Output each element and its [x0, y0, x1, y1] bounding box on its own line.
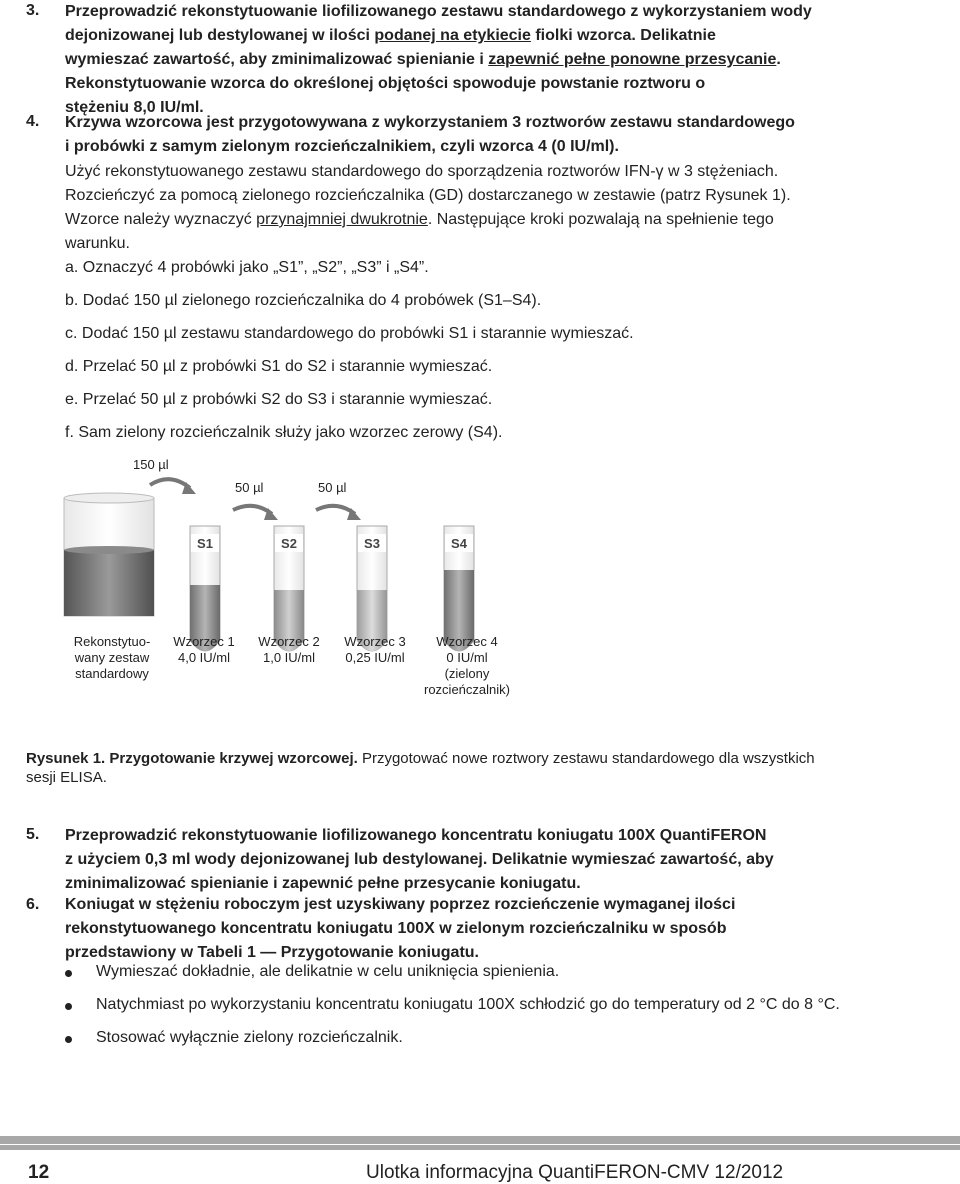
section-5-text [65, 824, 945, 896]
footer-title: Ulotka informacyjna QuantiFERON-CMV 12/2012 [366, 1162, 784, 1183]
volume-label-150: 150 µl [133, 457, 169, 472]
text-line: Przeprowadzić rekonstytuowanie liofilizowanego koncentratu koniugatu 100X QuantiFERON [65, 827, 767, 844]
bullet-icon [65, 970, 72, 977]
tube-label-s2: S2 [281, 536, 297, 551]
text-line: Użyć rekonstytuowanego zestawu standardowego do sporządzenia roztworów IFN-γ w 3 stężeniach. [65, 163, 779, 180]
transfer-arrow-3 [316, 506, 361, 520]
label-standard-3: Wzorzec 3 0,25 IU/ml [344, 634, 406, 665]
text-line: sesji ELISA. [26, 769, 107, 786]
text-line: Przeprowadzić rekonstytuowanie liofilizowanego zestawu standardowego z wykorzystaniem wody [65, 3, 812, 20]
step-number-4: 4. [26, 113, 40, 130]
transfer-arrow-1 [150, 479, 196, 494]
text-line: przedstawiony w Tabeli 1 — Przygotowanie koniugatu. [65, 944, 479, 961]
tube-s2 [274, 526, 304, 651]
step-c: c. Dodać 150 µl zestawu standardowego do probówki S1 i starannie wymieszać. [65, 325, 634, 342]
list-item: Natychmiast po wykorzystaniu koncentratu koniugatu 100X schłodzić go do temperatury od 2 °C do 8 °C. [65, 996, 945, 1029]
text-line: Rysunek 1. Przygotowanie krzywej wzorcowej. Przygotować nowe roztwory zestawu standardowego dla wszystkich [26, 750, 815, 767]
step-e: e. Przelać 50 µl z probówki S2 do S3 i starannie wymieszać. [65, 391, 493, 408]
text-line: stężeniu 8,0 IU/ml. [65, 99, 204, 116]
tube-label-s4: S4 [451, 536, 467, 551]
transfer-arrow-2 [233, 506, 278, 520]
list-item: Stosować wyłącznie zielony rozcieńczalnik. [65, 1029, 945, 1062]
volume-label-50-first: 50 µl [235, 480, 264, 495]
text-line: rekonstytuowanego koncentratu koniugatu 100X w zielonym rozcieńczalniku w sposób [65, 920, 727, 937]
text-line: Rozcieńczyć za pomocą zielonego rozcieńczalnika (GD) dostarczanego w zestawie (patrz Rysunek 1). [65, 187, 791, 204]
text-line: dejonizowanej lub destylowanej w ilości podanej na etykiecie fiolki wzorca. Delikatnie [65, 27, 716, 44]
section-4-heading [65, 111, 945, 159]
label-standard-1: Wzorzec 1 4,0 IU/ml [173, 634, 235, 665]
text-line: Koniugat w stężeniu roboczym jest uzyskiwany poprzez rozcieńczenie wymaganej ilości [65, 896, 736, 913]
bullet-icon [65, 1003, 72, 1010]
step-d: d. Przelać 50 µl z probówki S1 do S2 i starannie wymieszać. [65, 358, 493, 375]
label-standard-2: Wzorzec 2 1,0 IU/ml [258, 634, 320, 665]
section-4-paragraph [65, 160, 945, 256]
page-number: 12 [28, 1162, 50, 1183]
text-line: zminimalizować spienianie i zapewnić pełne przesycanie koniugatu. [65, 875, 581, 892]
section-6-text [65, 893, 945, 965]
volume-label-50-second: 50 µl [318, 480, 347, 495]
bullet-icon [65, 1036, 72, 1043]
bullet-list [65, 963, 945, 1062]
text-line: i probówki z samym zielonym rozcieńczalnikiem, czyli wzorca 4 (0 IU/ml). [65, 138, 619, 155]
step-number-6: 6. [26, 896, 40, 913]
figure-caption [26, 749, 926, 787]
list-item: Wymieszać dokładnie, ale delikatnie w celu uniknięcia spienienia. [65, 963, 945, 996]
text-line: warunku. [65, 235, 130, 252]
tube-label-s1: S1 [197, 536, 213, 551]
step-b: b. Dodać 150 µl zielonego rozcieńczalnika do 4 probówek (S1–S4). [65, 292, 542, 309]
section-3-text [65, 0, 945, 120]
stock-vial [64, 493, 154, 616]
tube-s3 [357, 526, 387, 651]
step-a: a. Oznaczyć 4 probówki jako „S1”, „S2”, „S3” i „S4”. [65, 259, 429, 276]
tube-s4 [444, 526, 474, 651]
tube-label-s3: S3 [364, 536, 380, 551]
text-line: wymieszać zawartość, aby zminimalizować spienianie i zapewnić pełne ponowne przesycanie. [65, 51, 781, 68]
text-line: Krzywa wzorcowa jest przygotowywana z wykorzystaniem 3 roztworów zestawu standardowego [65, 114, 795, 131]
text-line: Wzorce należy wyznaczyć przynajmniej dwukrotnie. Następujące kroki pozwalają na spełnienie tego [65, 211, 774, 228]
step-number-5: 5. [26, 826, 40, 843]
tube-s1 [190, 526, 220, 651]
footer-divider [0, 1136, 960, 1150]
label-stock: Rekonstytuo- wany zestaw standardowy [73, 634, 151, 681]
step-number-3: 3. [26, 2, 40, 19]
text-line: Rekonstytuowanie wzorca do określonej objętości spowoduje powstanie roztworu o [65, 75, 706, 92]
text-line: z użyciem 0,3 ml wody dejonizowanej lub destylowanej. Delikatnie wymieszać zawartość, aby [65, 851, 774, 868]
step-f: f. Sam zielony rozcieńczalnik służy jako wzorzec zerowy (S4). [65, 424, 503, 441]
label-standard-4: Wzorzec 4 0 IU/ml (zielony rozcieńczalnik) [424, 634, 510, 697]
